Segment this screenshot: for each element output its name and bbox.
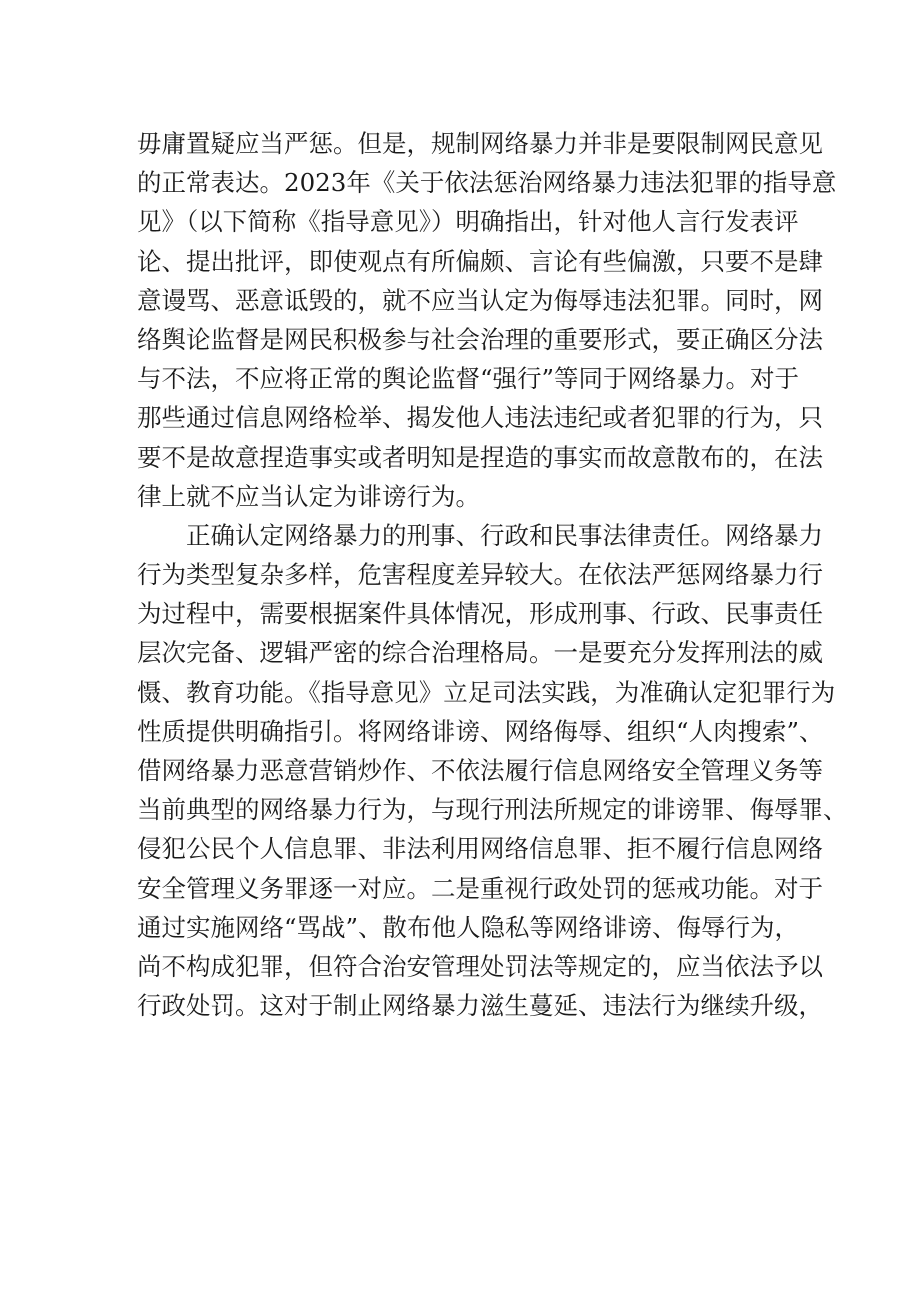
paragraph-2 <box>137 516 848 1025</box>
text-line: 借网络暴力恶意营销炒作、不依法履行信息网络安全管理义务等 <box>137 756 823 785</box>
text-line: 行为类型复杂多样，危害程度差异较大。在依法严惩网络暴力行 <box>137 560 823 590</box>
text-line: 论、提出批评，即使观点有所偏颇、言论有些偏激，只要不是肆 <box>137 246 823 276</box>
text-line: 律上就不应当认定为诽谤行为。 <box>137 481 480 511</box>
text-line: 安全管理义务罪逐一对应。二是重视行政处罚的惩戒功能。对于 <box>137 873 823 903</box>
text-line: 尚不构成犯罪，但符合治安管理处罚法等规定的，应当依法予以 <box>137 951 823 981</box>
text-line: 为过程中，需要根据案件具体情况，形成刑事、行政、民事责任 <box>137 599 823 629</box>
text-line: 当前典型的网络暴力行为，与现行刑法所规定的诽谤罪、侮辱罪、 <box>137 795 848 825</box>
text-line: 正确认定网络暴力的刑事、行政和民事法律责任。网络暴力 <box>186 520 823 550</box>
text-line: 见》（以下简称《指导意见》）明确指出，针对他人言行发表评 <box>137 207 799 237</box>
text-line: 络舆论监督是网民积极参与社会治理的重要形式，要正确区分法 <box>137 324 823 354</box>
text-line: 意谩骂、恶意诋毁的，就不应当认定为侮辱违法犯罪。同时，网 <box>137 285 823 315</box>
text-line: 与不法，不应将正常的舆论监督“强行”等同于网络暴力。对于 <box>137 364 800 394</box>
text-line: 慑、教育功能。《指导意见》立足司法实践，为准确认定犯罪行为 <box>137 677 836 707</box>
text-line: 层次完备、逻辑严密的综合治理格局。一是要充分发挥刑法的威 <box>137 638 823 668</box>
text-line: 通过实施网络“骂战”、散布他人隐私等网络诽谤、侮辱行为， <box>137 912 800 942</box>
text-line: 行政处罚。这对于制止网络暴力滋生蔓延、违法行为继续升级， <box>137 991 823 1021</box>
text-line: 的正常表达。2023年《关于依法惩治网络暴力违法犯罪的指导意 <box>137 168 837 198</box>
text-line: 那些通过信息网络检举、揭发他人违法违纪或者犯罪的行为，只 <box>137 403 823 433</box>
text-line: 毋庸置疑应当严惩。但是，规制网络暴力并非是要限制网民意见 <box>137 129 823 158</box>
body-text <box>137 124 848 1025</box>
text-line: 侵犯公民个人信息罪、非法利用网络信息罪、拒不履行信息网络 <box>137 834 823 864</box>
paragraph-1 <box>137 124 837 516</box>
text-line: 性质提供明确指引。将网络诽谤、网络侮辱、组织“人肉搜索”、 <box>137 716 824 746</box>
text-line: 要不是故意捏造事实或者明知是捏造的事实而故意散布的，在法 <box>137 442 823 472</box>
